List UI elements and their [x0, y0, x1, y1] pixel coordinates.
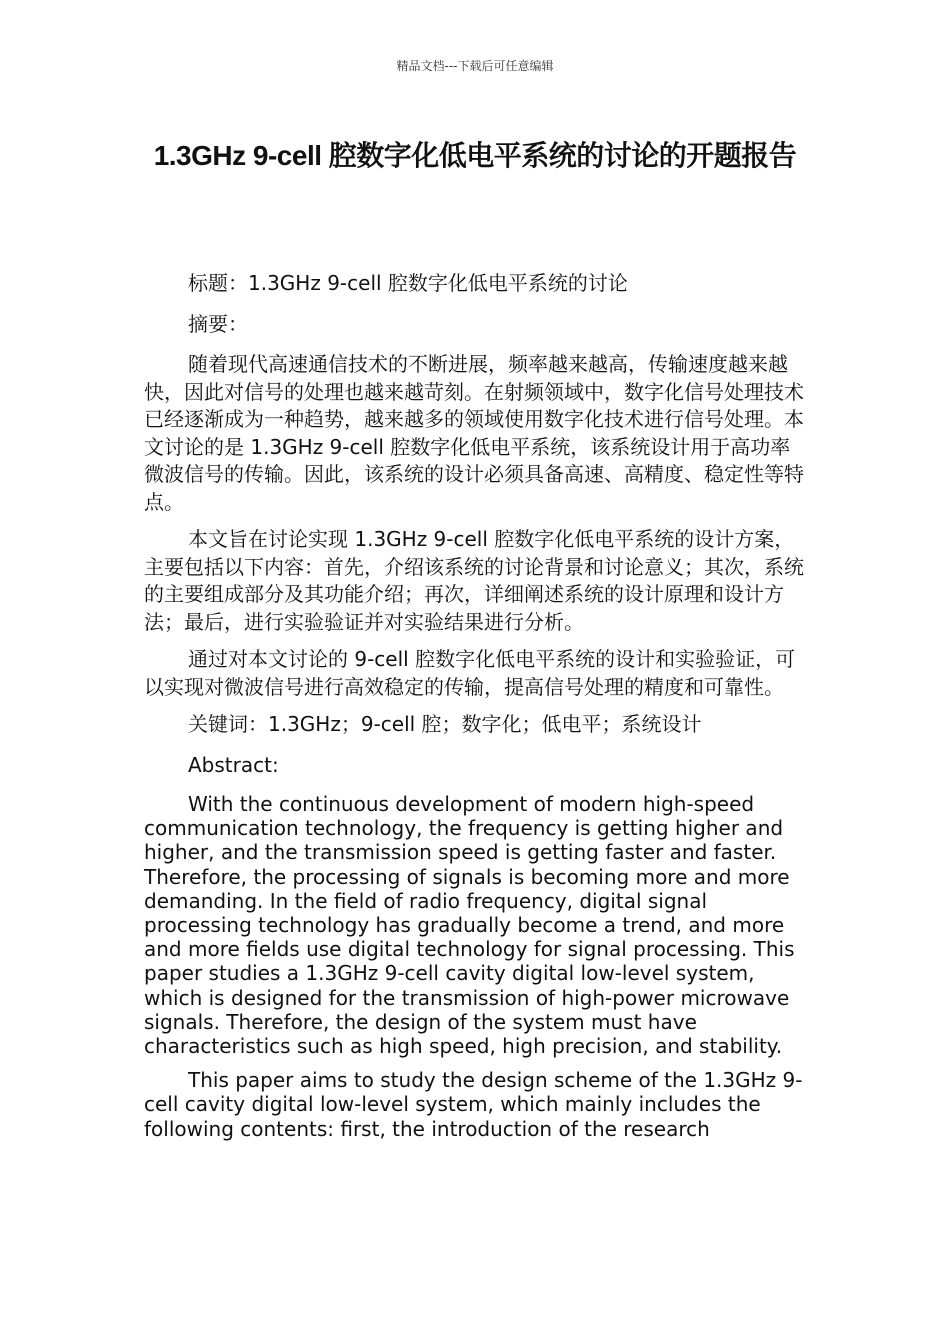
abstract-heading-en: Abstract: — [188, 752, 279, 777]
subject-line: 标题：1.3GHz 9-cell 腔数字化低电平系统的讨论 — [188, 271, 628, 295]
document-body — [144, 270, 806, 1141]
keywords-line: 关键词：1.3GHz；9-cell 腔；数字化；低电平；系统设计 — [188, 712, 702, 736]
abstract-heading-cn: 摘要： — [188, 311, 248, 336]
abstract-paragraph-cn-1: 随着现代高速通信技术的不断进展，频率越来越高，传输速度越来越快，因此对信号的处理也越来越苛刻。在射频领域中，数字化信号处理技术已经逐渐成为一种趋势，越来越多的领域使用数字化技术进行信号处理。本文讨论的是 1.3GHz 9-cell 腔数字化低电平系统，该系统设计用于高功率微波信号的传输。因此，该系统的设计必须具备高速、高精度、稳定性等特点。 — [144, 352, 804, 514]
abstract-paragraph-cn-3: 通过对本文讨论的 9-cell 腔数字化低电平系统的设计和实验验证，可以实现对微波信号进行高效稳定的传输，提高信号处理的精度和可靠性。 — [144, 647, 796, 699]
document-title: 1.3GHz 9-cell 腔数字化低电平系统的讨论的开题报告 — [153, 140, 797, 171]
header-note: 精品文档---下载后可任意编辑 — [396, 59, 554, 73]
abstract-paragraph-en-2: This paper aims to study the design scheme of the 1.3GHz 9-cell cavity digital low-level system, which mainly includes the following contents: first, the introduction of the research — [144, 1068, 803, 1141]
abstract-paragraph-cn-2: 本文旨在讨论实现 1.3GHz 9-cell 腔数字化低电平系统的设计方案，主要包括以下内容：首先，介绍该系统的讨论背景和讨论意义；其次，系统的主要组成部分及其功能介绍；再次，详细阐述系统的设计原理和设计方法；最后，进行实验验证并对实验结果进行分析。 — [144, 527, 804, 634]
abstract-paragraph-en-1: With the continuous development of modern high-speed communication technology, the frequency is getting higher and higher, and the transmission speed is getting faster and faster. Therefore, the processing of signals is becoming more and more demanding. In the field of radio frequency, digital signal processing technology has gradually become a trend, and more and more fields use digital technology for signal processing. This paper studies a 1.3GHz 9-cell cavity digital low-level system, which is designed for the transmission of high-power microwave signals. Therefore, the design of the system must have characteristics such as high speed, high precision, and stability. — [144, 792, 795, 1059]
